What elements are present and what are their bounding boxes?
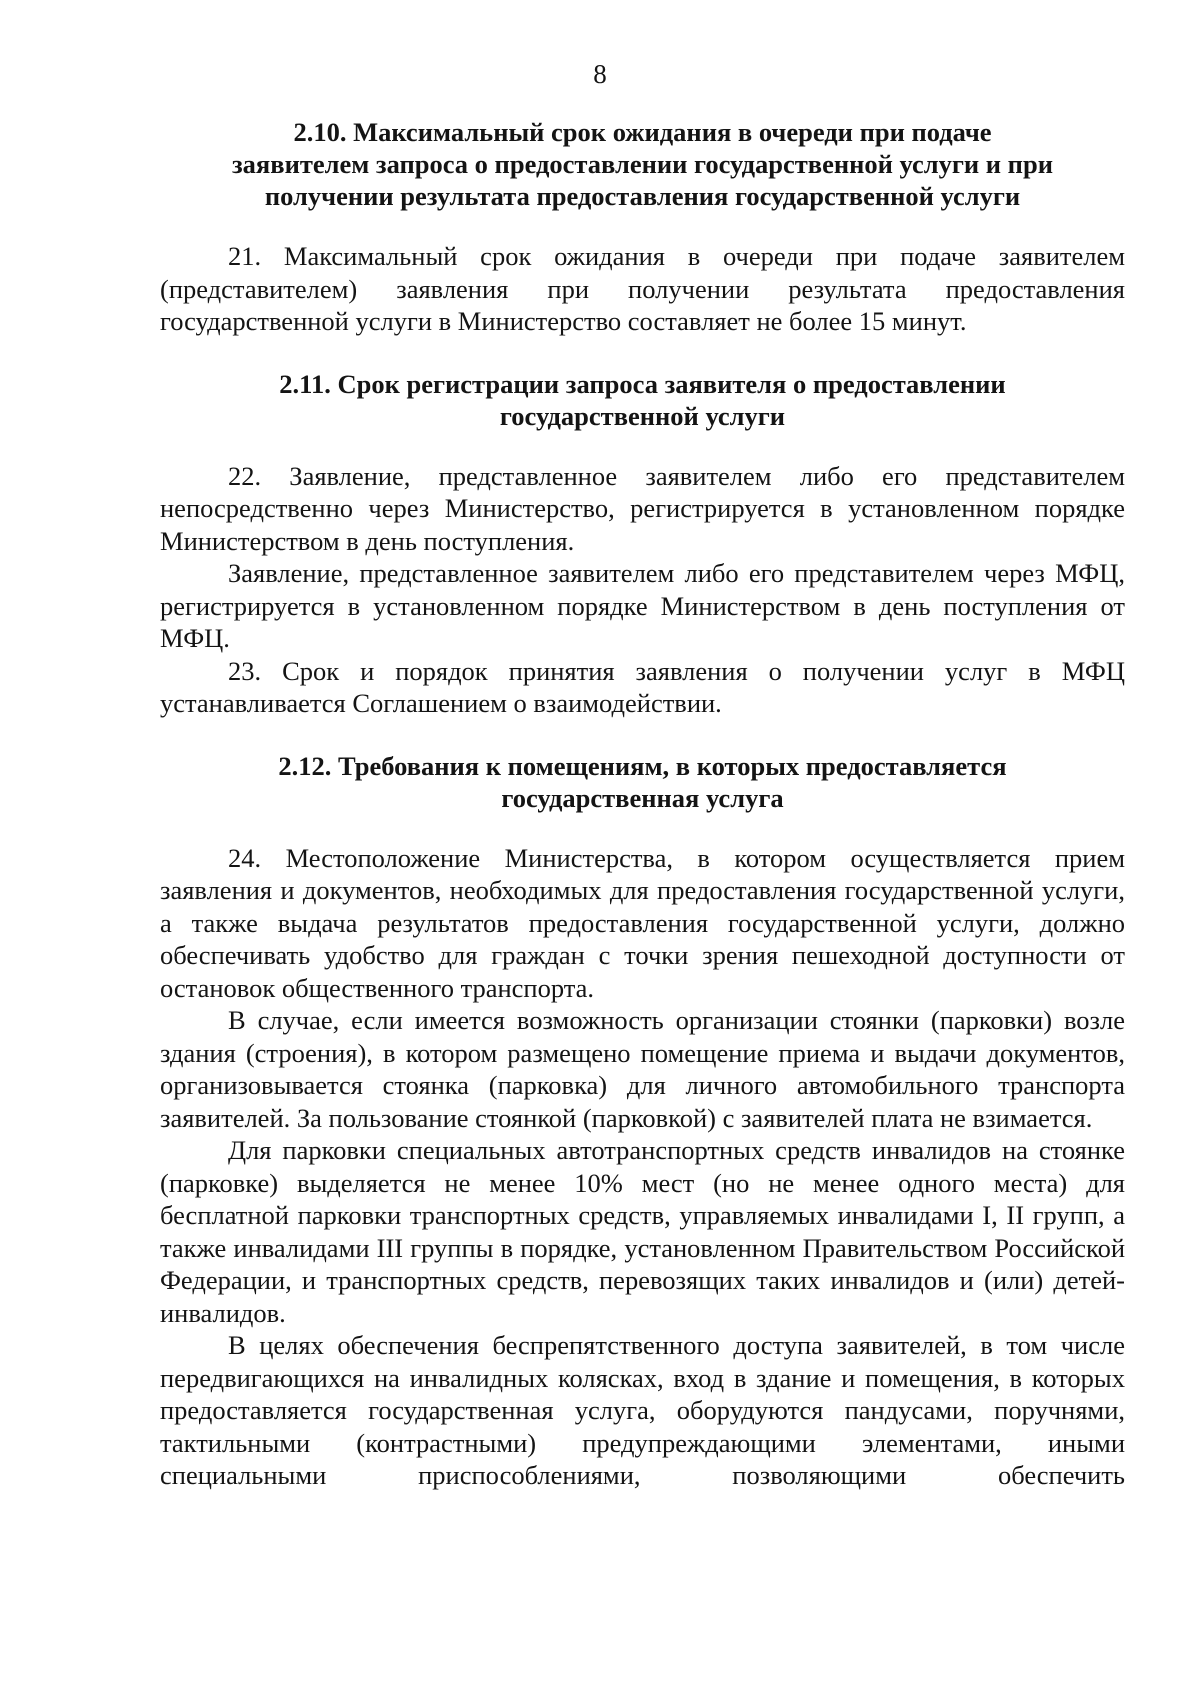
heading-line: государственная услуга xyxy=(501,782,784,813)
heading-line: заявителем запроса о предоставлении государственной услуги и при xyxy=(232,149,1053,179)
paragraph-23: 23. Срок и порядок принятия заявления о получении услуг в МФЦ устанавливается Соглашением о взаимодействии. xyxy=(160,655,1125,718)
section-heading-2-12 xyxy=(160,750,1125,814)
heading-line: 2.12. Требования к помещениям, в которых предоставляется xyxy=(278,750,1007,781)
heading-line: 2.10. Максимальный срок ожидания в очереди при подаче xyxy=(293,117,992,147)
heading-line: государственной услуги xyxy=(499,400,786,431)
section-heading-2-10 xyxy=(160,116,1125,212)
heading-line: получении результата предоставления государственной услуги xyxy=(264,181,1021,211)
paragraph-24-accessibility: В целях обеспечения беспрепятственного доступа заявителей, в том числе передвигающихся на инвалидных колясках, вход в здание и помещения, в которых предоставляется государственная услуга, оборудуются пандусами, поручнями, тактильными (контрастными) предупреждающими элементами, иными специальными приспособлениями, позволяющими обеспечить xyxy=(160,1330,1125,1490)
paragraph-24-disabled-parking: Для парковки специальных автотранспортных средств инвалидов на стоянке (парковке) выделяется не менее 10% мест (но не менее одного места) для бесплатной парковки транспортных средств, управляемых инвалидами I, II групп, а также инвалидами III группы в порядке, установленном Правительством Российской Федерации, и транспортных средств, перевозящих таких инвалидов и (или) детей-инвалидов. xyxy=(160,1135,1125,1328)
paragraph-21: 21. Максимальный срок ожидания в очереди при подаче заявителем (представителем) заявления при получении результата предоставления государственной услуги в Министерство составляет не более 15 минут. xyxy=(160,241,1125,336)
page-number: 8 xyxy=(593,59,607,89)
paragraph-24: 24. Местоположение Министерства, в котором осуществляется прием заявления и документов, необходимых для предоставления государственной услуги, а также выдача результатов предоставления государственной услуги, должно обеспечивать удобство для граждан с точки зрения пешеходной доступности от остановок общественного транспорта. xyxy=(160,842,1125,1003)
heading-line: 2.11. Срок регистрации запроса заявителя о предоставлении xyxy=(279,368,1006,399)
paragraph-22-mfc: Заявление, представленное заявителем либо его представителем через МФЦ, регистрируется в установленном порядке Министерством в день поступления от МФЦ. xyxy=(160,558,1125,653)
section-heading-2-11 xyxy=(160,368,1125,432)
paragraph-24-parking: В случае, если имеется возможность организации стоянки (парковки) возле здания (строения), в котором размещено помещение приема и выдачи документов, организовывается стоянка (парковка) для личного автомобильного транспорта заявителей. За пользование стоянкой (парковкой) с заявителей плата не взимается. xyxy=(160,1005,1125,1133)
document-body xyxy=(160,116,1125,1492)
paragraph-22: 22. Заявление, представленное заявителем либо его представителем непосредственно через Министерство, регистрируется в установленном порядке Министерством в день поступления. xyxy=(160,460,1125,556)
